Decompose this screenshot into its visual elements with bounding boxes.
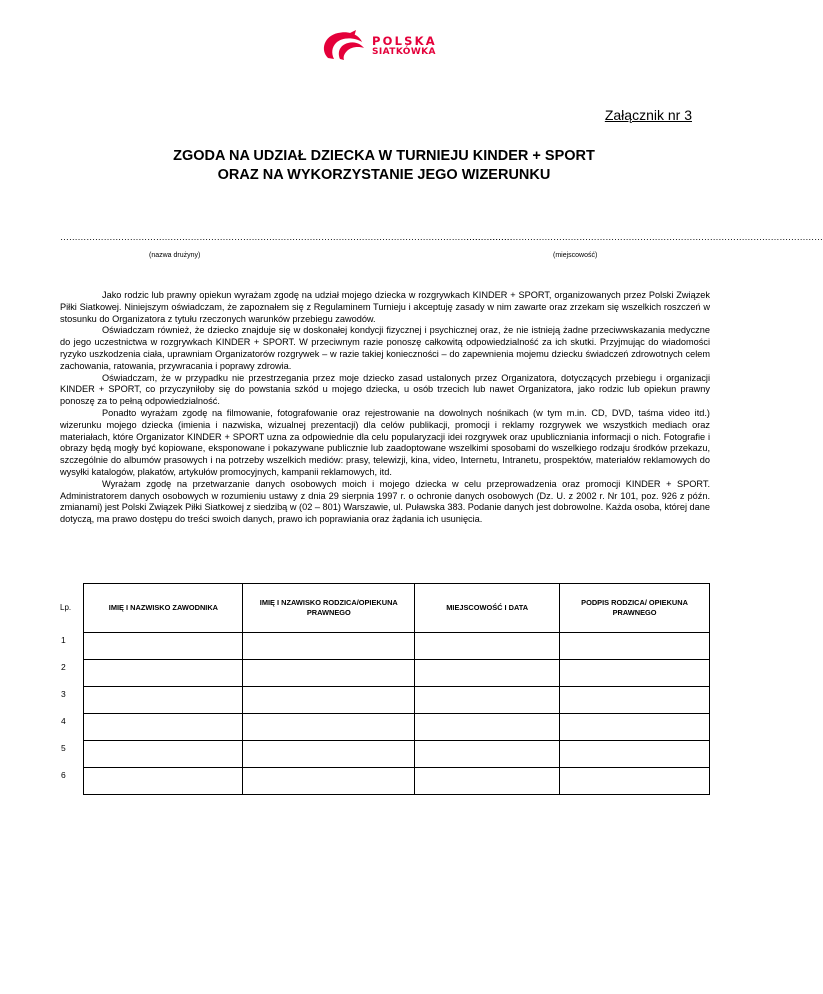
place-date-cell[interactable] bbox=[415, 633, 560, 660]
logo-line1: POLSKA bbox=[372, 34, 437, 48]
row-number: 4 bbox=[61, 715, 66, 726]
row-number: 5 bbox=[61, 742, 66, 753]
signature-cell[interactable] bbox=[560, 714, 710, 741]
attachment-label: Załącznik nr 3 bbox=[604, 107, 692, 123]
signature-cell[interactable] bbox=[560, 660, 710, 687]
player-name-cell[interactable] bbox=[84, 633, 243, 660]
header-parent-name: IMIĘ I NZAWISKO RODZICA/OPIEKUNA PRAWNEGO bbox=[243, 584, 415, 633]
place-date-cell[interactable] bbox=[415, 660, 560, 687]
player-name-cell[interactable] bbox=[84, 687, 243, 714]
place-caption: (miejscowość) bbox=[553, 252, 598, 259]
consent-text bbox=[60, 290, 710, 526]
paragraph-health-statement: Oświadczam również, że dziecko znajduje się w doskonałej kondycji fizycznej i psychicznej oraz, że nie istnieją żadne przeciwwskazania medyczne do jego uczestnictwa w rozgrywkach KINDER + SPORT. W przeciwnym razie ponoszę całkowitą odpowiedzialność za ich skutki. Przyjmując do wiadomości ryzyko uszkodzenia ciała, uprawniam Organizatorów rozgrywek – w razie takiej konieczności – do zapewnienia mojemu dziecku świadczeń zdrowotnych celem zachowania, ratowania, przywracania i poprawy zdrowia. bbox=[60, 325, 710, 371]
table-row bbox=[60, 660, 710, 687]
title-line1: ZGODA NA UDZIAŁ DZIECKA W TURNIEJU KINDER + SPORT bbox=[173, 148, 595, 164]
table-row bbox=[60, 768, 710, 795]
row-number: 3 bbox=[61, 688, 66, 699]
team-name-field[interactable]: ………………………………………………………………………………………………………………………………………… bbox=[60, 232, 513, 242]
place-date-cell[interactable] bbox=[415, 768, 560, 795]
parent-name-cell[interactable] bbox=[243, 714, 415, 741]
logo-line2: SIATKÓWKA bbox=[372, 47, 436, 57]
parent-name-cell[interactable] bbox=[243, 660, 415, 687]
player-name-cell[interactable] bbox=[84, 714, 243, 741]
row-number: 1 bbox=[61, 634, 66, 645]
team-name-caption: (nazwa drużyny) bbox=[149, 252, 201, 259]
place-date-cell[interactable] bbox=[415, 687, 560, 714]
parent-name-cell[interactable] bbox=[243, 687, 415, 714]
parent-name-cell[interactable] bbox=[243, 633, 415, 660]
table-row bbox=[60, 741, 710, 768]
place-date-cell[interactable] bbox=[415, 741, 560, 768]
table-header-row bbox=[60, 584, 710, 633]
row-number: 6 bbox=[61, 769, 66, 780]
volleyball-logo-icon bbox=[318, 28, 368, 64]
polska-siatkowka-logo bbox=[318, 28, 468, 64]
document-title bbox=[0, 147, 768, 185]
parent-name-cell[interactable] bbox=[243, 768, 415, 795]
signature-cell[interactable] bbox=[560, 687, 710, 714]
table-row bbox=[60, 687, 710, 714]
player-name-cell[interactable] bbox=[84, 768, 243, 795]
table-row bbox=[60, 714, 710, 741]
paragraph-image-consent: Ponadto wyrażam zgodę na filmowanie, fotografowanie oraz rejestrowanie na dowolnych nośnikach (w tym m.in. CD, DVD, taśma video itd.) wizerunku mojego dziecka (imienia i nazwiska, wizualnej prezentacji) dla celów publikacji, promocji i reklamy rozgrywek we wszystkich mediach oraz materiałach, które Organizator KINDER + SPORT uzna za odpowiednie dla celu popularyzacji idei rozgrywek oraz upubliczniania informacji o nich. Fotografie i obrazy będą mogły być kopiowane, eksponowane i pokazywane publicznie lub zaadoptowane wszelkimi sposobami do wszelkiego rodzaju środków przekazu, szczególnie do albumów prasowych i na potrzeby wszelkich mediów: prasy, telewizji, kina, video, Internetu, Intranetu, prospektów, materiałów reklamowych do wysyłki katalogów, plakatów, artykułów promocyjnych, kampanii reklamowych, itd. bbox=[60, 407, 710, 477]
paragraph-data-processing: Wyrażam zgodę na przetwarzanie danych osobowych moich i mojego dziecka w celu przeprowadzenia oraz promocji KINDER + SPORT. Administratorem danych osobowych w rozumieniu ustawy z dnia 29 sierpnia 1997 r. o ochronie danych osobowych (Dz. U. z 2002 r. Nr 101, poz. 926 z późn. zmianami) jest Polski Związek Piłki Siatkowej z siedzibą w (02 – 801) Warszawie, ul. Puławska 383. Podanie danych jest dobrowolne. Każda osoba, której dane dotyczą, ma prawo dostępu do treści swoich danych, prawo ich poprawiania oraz żądania ich usunięcia. bbox=[60, 478, 710, 525]
signature-cell[interactable] bbox=[560, 633, 710, 660]
header-lp: Lp. bbox=[60, 603, 72, 612]
paragraph-consent-participation: Jako rodzic lub prawny opiekun wyrażam zgodę na udział mojego dziecka w rozgrywkach KINDER + SPORT, organizowanych przez Polski Związek Piłki Siatkowej. Niniejszym oświadczam, że zapoznałem się z Regulaminem Turnieju i akceptuję zasady w nim zawarte oraz zrzekam się wszelkich roszczeń w stosunku do Organizatora z tytułu rzeczonych warunków przebiegu zawodów. bbox=[60, 290, 710, 324]
player-name-cell[interactable] bbox=[84, 741, 243, 768]
place-date-cell[interactable] bbox=[415, 714, 560, 741]
paragraph-liability: Oświadczam, że w przypadku nie przestrzegania przez moje dziecko zasad ustalonych przez Organizatora, dotyczących przebiegu i organizacji KINDER + SPORT, co przyczyniłoby się do powstania szkód u mojego dziecka, u osób trzecich lub nawet Organizatora, jako rodzic lub opiekun prawny ponoszę za to pełną odpowiedzialność. bbox=[60, 372, 710, 407]
title-line2: ORAZ NA WYKORZYSTANIE JEGO WIZERUNKU bbox=[217, 167, 551, 183]
player-name-cell[interactable] bbox=[84, 660, 243, 687]
header-player-name: IMIĘ I NAZWISKO ZAWODNIKA bbox=[84, 584, 243, 633]
table-row bbox=[60, 633, 710, 660]
signature-table bbox=[60, 583, 710, 795]
header-place-date: MIEJSCOWOŚĆ I DATA bbox=[415, 584, 560, 633]
row-number: 2 bbox=[61, 661, 66, 672]
place-field[interactable]: …………………………………………………………………………………………………………… bbox=[466, 232, 823, 242]
parent-name-cell[interactable] bbox=[243, 741, 415, 768]
signature-cell[interactable] bbox=[560, 768, 710, 795]
signature-cell[interactable] bbox=[560, 741, 710, 768]
header-signature: PODPIS RODZICA/ OPIEKUNA PRAWNEGO bbox=[560, 584, 710, 633]
